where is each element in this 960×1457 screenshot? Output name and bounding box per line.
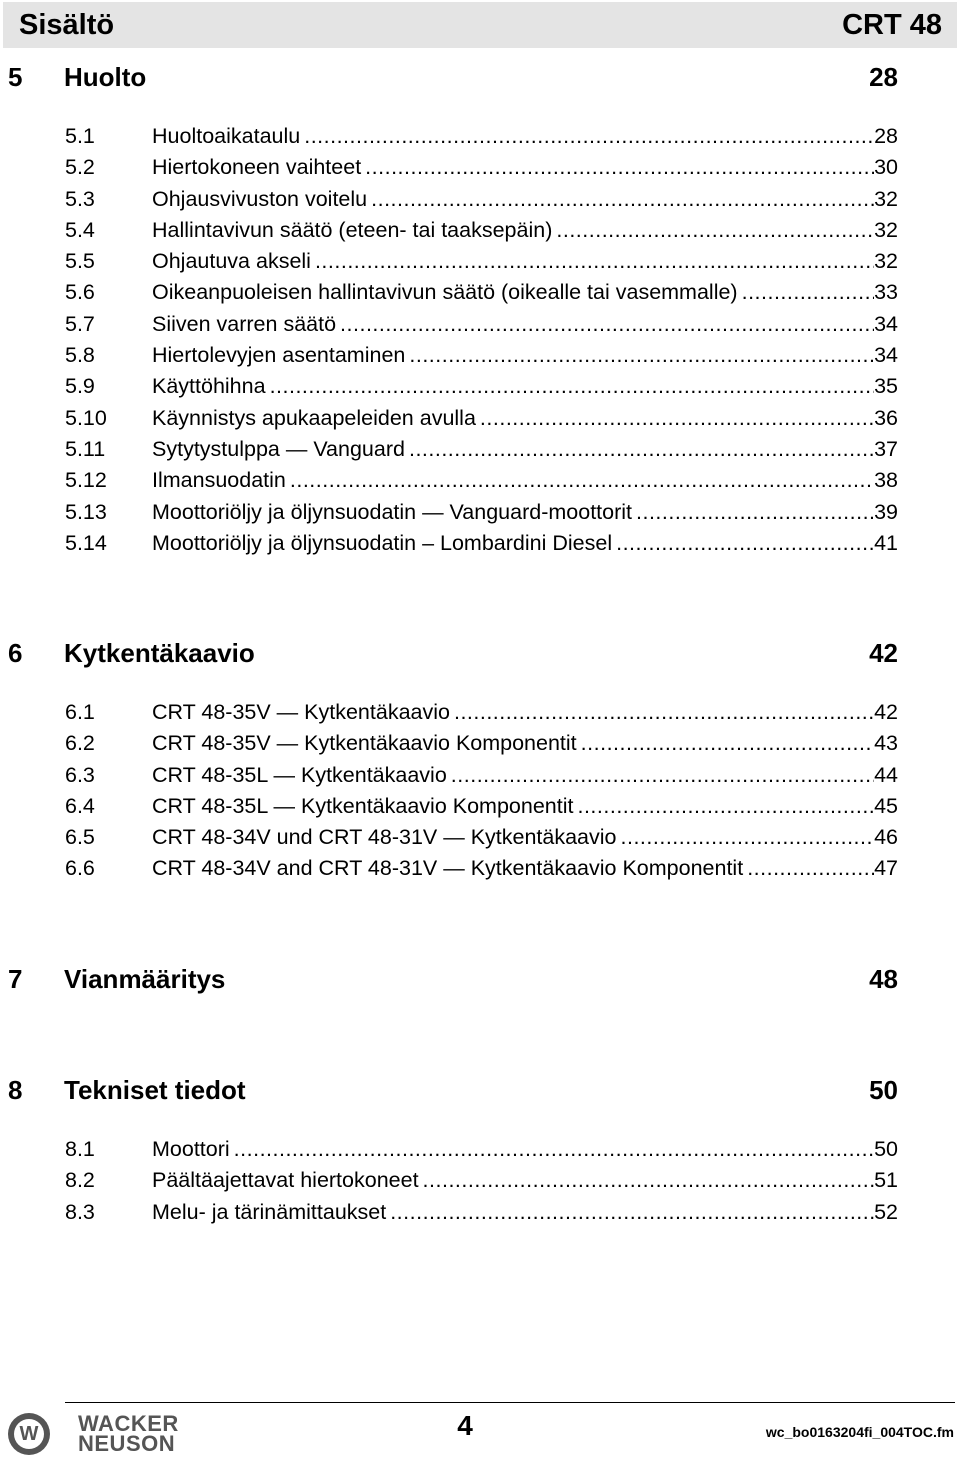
toc-entry[interactable] bbox=[65, 187, 898, 218]
chapter-heading[interactable] bbox=[8, 62, 898, 93]
entry-number: 5.14 bbox=[65, 530, 107, 555]
toc-entry[interactable] bbox=[65, 312, 898, 343]
chapter-heading[interactable] bbox=[8, 638, 898, 669]
entry-number: 5.11 bbox=[65, 436, 106, 461]
entry-page: 32 bbox=[874, 217, 898, 242]
entry-page: 42 bbox=[874, 700, 898, 724]
chapter-page: 28 bbox=[869, 62, 898, 92]
entry-title: Oikeanpuoleisen hallintavivun säätö (oikealle tai vasemmalle) bbox=[152, 280, 738, 305]
entry-title: Siiven varren säätö bbox=[152, 311, 337, 336]
toc-entry[interactable] bbox=[65, 531, 898, 562]
page-number: 4 bbox=[457, 1410, 473, 1441]
chapter-heading[interactable] bbox=[8, 964, 898, 995]
dot-leader bbox=[365, 155, 874, 180]
dot-leader bbox=[423, 1168, 875, 1193]
chapter-page: 42 bbox=[869, 638, 898, 668]
entry-page: 37 bbox=[874, 436, 898, 461]
entry-number: 5.4 bbox=[65, 217, 95, 242]
entry-number: 5.7 bbox=[65, 311, 95, 336]
dot-leader bbox=[270, 374, 875, 399]
entry-number: 5.1 bbox=[65, 124, 95, 148]
toc-entry[interactable] bbox=[65, 343, 898, 374]
dot-leader bbox=[454, 700, 874, 725]
entry-number: 8.2 bbox=[65, 1168, 95, 1193]
logo-line-1: WACKER bbox=[78, 1411, 179, 1436]
entry-title: CRT 48-35V — Kytkentäkaavio Komponentit bbox=[152, 731, 577, 756]
entry-page: 43 bbox=[874, 731, 898, 756]
entry-number: 8.1 bbox=[65, 1137, 95, 1161]
header-model: CRT 48 bbox=[842, 8, 942, 41]
entry-number: 5.2 bbox=[65, 155, 95, 180]
chapter-title: Kytkentäkaavio bbox=[64, 638, 255, 668]
toc-entries bbox=[65, 700, 898, 888]
dot-leader bbox=[304, 124, 874, 149]
entry-page: 30 bbox=[874, 155, 898, 180]
entry-page: 32 bbox=[874, 249, 898, 274]
entry-page: 38 bbox=[874, 468, 898, 493]
dot-leader bbox=[409, 343, 874, 368]
entry-title: CRT 48-34V and CRT 48-31V — Kytkentäkaavio Komponentit bbox=[152, 856, 744, 881]
entry-number: 5.9 bbox=[65, 374, 95, 399]
dot-leader bbox=[616, 531, 874, 556]
entry-number: 6.1 bbox=[65, 700, 95, 724]
entry-title: Ilmansuodatin bbox=[152, 468, 286, 493]
entry-title: CRT 48-35V — Kytkentäkaavio bbox=[152, 700, 450, 724]
dot-leader bbox=[636, 500, 874, 525]
toc-entry[interactable] bbox=[65, 468, 898, 499]
entry-number: 6.3 bbox=[65, 762, 95, 787]
toc-entry[interactable] bbox=[65, 700, 898, 731]
entry-title: Moottori bbox=[152, 1137, 230, 1161]
document-id: wc_bo0163204fi_004TOC.fm bbox=[765, 1424, 954, 1440]
toc-entry[interactable] bbox=[65, 155, 898, 186]
dot-leader bbox=[340, 312, 874, 337]
toc-entry[interactable] bbox=[65, 218, 898, 249]
dot-leader bbox=[747, 856, 874, 881]
chapter-page: 48 bbox=[869, 964, 898, 994]
entry-number: 6.5 bbox=[65, 825, 95, 850]
entry-title: CRT 48-35L — Kytkentäkaavio bbox=[152, 762, 447, 787]
dot-leader bbox=[581, 731, 874, 756]
entry-page: 41 bbox=[874, 530, 898, 555]
entry-page: 39 bbox=[874, 499, 898, 524]
chapter-number: 5 bbox=[8, 62, 23, 92]
entry-title: CRT 48-34V und CRT 48-31V — Kytkentäkaavio bbox=[152, 825, 617, 850]
dot-leader bbox=[234, 1137, 874, 1162]
toc-entry[interactable] bbox=[65, 374, 898, 405]
toc-entries bbox=[65, 1137, 898, 1231]
dot-leader bbox=[621, 825, 875, 850]
entry-title: Ohjausvivuston voitelu bbox=[152, 186, 368, 211]
toc-entry[interactable] bbox=[65, 856, 898, 887]
entry-title: Päältäajettavat hiertokoneet bbox=[152, 1168, 419, 1193]
wacker-neuson-logo-icon bbox=[8, 1413, 50, 1455]
entry-page: 51 bbox=[874, 1168, 898, 1193]
toc-entry[interactable] bbox=[65, 1200, 898, 1231]
entry-number: 5.12 bbox=[65, 468, 107, 493]
entry-number: 5.8 bbox=[65, 343, 95, 368]
toc-entry[interactable] bbox=[65, 731, 898, 762]
entry-page: 34 bbox=[874, 311, 898, 336]
entry-title: Ohjautuva akseli bbox=[152, 249, 311, 274]
toc-entry[interactable] bbox=[65, 1137, 898, 1168]
dot-leader bbox=[315, 249, 874, 274]
toc-entry[interactable] bbox=[65, 1168, 898, 1199]
dot-leader bbox=[742, 280, 874, 305]
toc-entry[interactable] bbox=[65, 763, 898, 794]
entry-number: 8.3 bbox=[65, 1199, 95, 1224]
toc-entry[interactable] bbox=[65, 794, 898, 825]
chapter-title: Huolto bbox=[64, 62, 147, 92]
entry-title: Käyttöhihna bbox=[152, 374, 266, 399]
toc-entry[interactable] bbox=[65, 437, 898, 468]
entry-title: Käynnistys apukaapeleiden avulla bbox=[152, 405, 476, 430]
entry-page: 45 bbox=[874, 793, 898, 818]
entry-page: 34 bbox=[874, 343, 898, 368]
entry-page: 28 bbox=[874, 124, 898, 148]
entry-title: Moottoriöljy ja öljynsuodatin — Vanguard-moottorit bbox=[152, 499, 633, 524]
chapter-page: 50 bbox=[869, 1075, 898, 1105]
chapter-number: 6 bbox=[8, 638, 23, 668]
toc-entry[interactable] bbox=[65, 825, 898, 856]
entry-title: Sytytystulppa — Vanguard bbox=[152, 436, 405, 461]
chapter-number: 8 bbox=[8, 1075, 23, 1105]
entry-number: 5.13 bbox=[65, 499, 107, 524]
toc-entry[interactable] bbox=[65, 124, 898, 155]
entry-page: 47 bbox=[874, 856, 898, 881]
entry-number: 5.3 bbox=[65, 186, 95, 211]
page-header bbox=[3, 2, 957, 48]
entry-title: Hallintavivun säätö (eteen- tai taaksepäin) bbox=[152, 217, 553, 242]
dot-leader bbox=[390, 1200, 874, 1225]
entry-page: 46 bbox=[874, 825, 898, 850]
toc-entries bbox=[65, 124, 898, 562]
dot-leader bbox=[371, 187, 874, 212]
entry-page: 36 bbox=[874, 405, 898, 430]
entry-page: 44 bbox=[874, 762, 898, 787]
entry-page: 33 bbox=[874, 280, 898, 305]
entry-title: Hiertokoneen vaihteet bbox=[152, 155, 362, 180]
entry-title: Moottoriöljy ja öljynsuodatin – Lombardini Diesel bbox=[152, 530, 613, 555]
dot-leader bbox=[451, 763, 874, 788]
dot-leader bbox=[577, 794, 874, 819]
logo-wordmark bbox=[78, 1411, 179, 1456]
dot-leader bbox=[480, 406, 874, 431]
entry-number: 5.10 bbox=[65, 405, 107, 430]
toc-entry[interactable] bbox=[65, 406, 898, 437]
header-title: Sisältö bbox=[19, 8, 115, 41]
entry-title: Hiertolevyjen asentaminen bbox=[152, 343, 406, 368]
chapter-title: Tekniset tiedot bbox=[64, 1075, 246, 1105]
dot-leader bbox=[556, 218, 874, 243]
toc-entry[interactable] bbox=[65, 249, 898, 280]
entry-title: Melu- ja tärinämittaukset bbox=[152, 1199, 387, 1224]
toc-entry[interactable] bbox=[65, 280, 898, 311]
entry-number: 5.6 bbox=[65, 280, 95, 305]
entry-title: CRT 48-35L — Kytkentäkaavio Komponentit bbox=[152, 793, 574, 818]
entry-number: 6.4 bbox=[65, 793, 95, 818]
dot-leader bbox=[290, 468, 874, 493]
chapter-heading[interactable] bbox=[8, 1075, 898, 1106]
chapter-number: 7 bbox=[8, 964, 23, 994]
toc-entry[interactable] bbox=[65, 500, 898, 531]
entry-title: Huoltoaikataulu bbox=[152, 124, 301, 148]
brand-logo bbox=[8, 1411, 179, 1457]
entry-number: 6.2 bbox=[65, 731, 95, 756]
entry-page: 52 bbox=[874, 1199, 898, 1224]
chapter-title: Vianmääritys bbox=[64, 964, 226, 994]
entry-number: 6.6 bbox=[65, 856, 95, 881]
entry-page: 50 bbox=[874, 1137, 898, 1161]
footer-divider bbox=[65, 1402, 955, 1403]
logo-line-2: NEUSON bbox=[78, 1431, 176, 1456]
dot-leader bbox=[409, 437, 874, 462]
entry-number: 5.5 bbox=[65, 249, 95, 274]
entry-page: 32 bbox=[874, 186, 898, 211]
entry-page: 35 bbox=[874, 374, 898, 399]
